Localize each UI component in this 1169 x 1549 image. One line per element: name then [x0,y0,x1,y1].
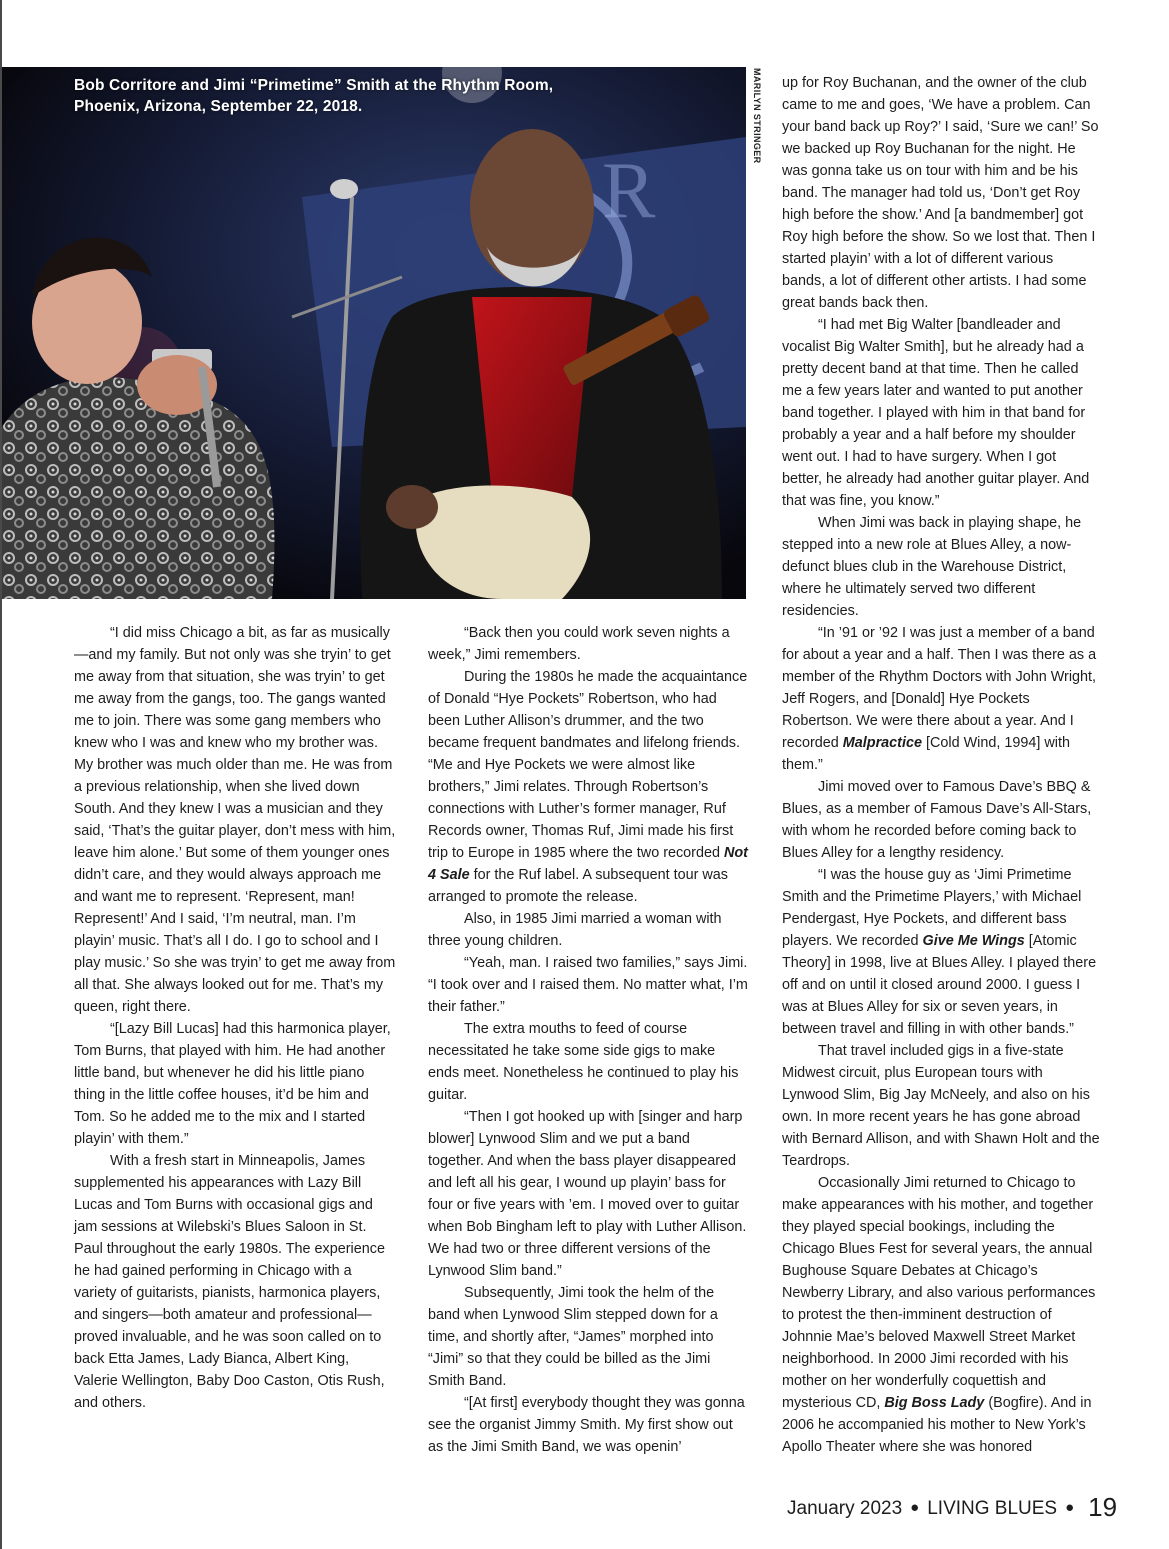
paragraph-continued: up for Roy Buchanan, and the owner of the club came to me and goes, ‘We have a problem. Can your band back up Roy?’ I said, ‘Sure we can!’ So we backed up Roy Buchanan for the night. He was gonna take us on tour with him and be his band. The manager had told us, ‘Don’t get Roy high before the show.’ And [a bandmember] got Roy high before the show. So we lost that. Then I started playin’ with a lot of different various bands, a lot of different other artists. I had some great bands back then. [782,75,1099,311]
article-column-3-top [782,72,1100,622]
text-span: for the Ruf label. A subsequent tour was arranged to promote the release. [428,867,729,905]
svg-text:R: R [602,147,656,235]
paragraph: Jimi moved over to Famous Dave’s BBQ & Blues, as a member of Famous Dave’s All-Stars, with whom he recorded before coming back to Blues Alley for a lengthy residency. [782,779,1092,861]
paragraph: “I had met Big Walter [bandleader and vocalist Big Walter Smith], but he already had a pretty decent band at that time. Then he called me a few years later and wanted to put another band together. I played with him in that band for probably a year and a half before my shoulder went out. I had to have surgery. When I got better, he already had another guitar player. And that was fine, you know.” [782,317,1090,509]
album-title-not-4-sale: Not 4 Sale [428,845,748,883]
text-span: During the 1980s he made the acquaintance of Donald “Hye Pockets” Robertson, who had been Luther Allison’s drummer, and the two became frequent bandmates and lifelong friends. “Me and Hye Pockets we were almost like brothers,” Jimi relates. Through Robertson’s connections with Luther’s former manager, Ruf Records owner, Thomas Ruf, Jimi made his first trip to Europe in 1985 where the two recorded [428,669,748,861]
paragraph: “Then I got hooked up with [singer and harp blower] Lynwood Slim and we put a band together. And when the bass player disappeared and left all his gear, I wound up playin’ bass for four or five years with ’em. I moved over to guitar when Bob Bingham left to play with Luther Allison. We had two or three different versions of the Lynwood Slim band.” [428,1109,747,1279]
text-span: “I was the house guy as ‘Jimi Primetime Smith and the Primetime Players,’ with Michael Pendergast, Hye Pockets, and different bass players. We recorded [782,867,1082,949]
album-title-give-me-wings: Give Me Wings [922,933,1025,949]
paragraph [782,1172,1100,1458]
text-span: Occasionally Jimi returned to Chicago to make appearances with his mother, and together they played special bookings, including the Chicago Blues Fest for several years, the annual Bughouse Square Debates at Chicago’s Newberry Library, and also various performances to protest the then-imminent destruction of Johnnie Mae’s beloved Maxwell Street Market neighborhood. In 2000 Jimi recorded with his mother on her wonderfully coquettish and mysterious CD, [782,1175,1096,1411]
article-column-1 [74,622,396,1414]
paragraph: When Jimi was back in playing shape, he stepped into a new role at Blues Alley, a now-defunct blues club in the Warehouse District, where he ultimately served two different residencies. [782,515,1082,619]
paragraph: Subsequently, Jimi took the helm of the band when Lynwood Slim stepped down for a time, and shortly after, “James” morphed into “Jimi” so that they could be billed as the Jimi Smith Band. [428,1285,718,1389]
paragraph [782,622,1100,776]
photo-credit: MARILYN STRINGER [752,68,762,164]
album-title-big-boss-lady: Big Boss Lady [884,1395,985,1411]
paragraph: “[Lazy Bill Lucas] had this harmonica player, Tom Burns, that played with him. He had another little band, but whenever he did his little piano thing in the little coffee houses, it’d be him and Tom. So he added me to the mix and I started playin’ with them.” [74,1021,391,1147]
paragraph: With a fresh start in Minneapolis, James supplemented his appearances with Lazy Bill Lucas and Tom Burns with occasional gigs and jam sessions at Wilebski’s Blues Saloon in St. Paul throughout the early 1980s. The experience he had gained performing in Chicago with a variety of guitarists, pianists, harmonica players, and singers—both amateur and professional—proved invaluable, and he was soon called on to back Etta James, Lady Bianca, Albert King, Valerie Wellington, Baby Doo Caston, Otis Rush, and others. [74,1153,385,1411]
text-span: [Cold Wind, 1994] with them.” [782,735,1070,773]
paragraph: “Yeah, man. I raised two families,” says Jimi. “I took over and I raised them. No matter what, I’m their father.” [428,955,748,1015]
bullet-separator: ● [1065,1499,1075,1516]
paragraph: That travel included gigs in a five-state Midwest circuit, plus European tours with Lynwood Slim, Big Jay McNeely, and also on his own. In more recent years he has gone abroad with Bernard Allison, and with Shawn Holt and the Teardrops. [782,1043,1100,1169]
album-title-malpractice: Malpractice [842,735,922,751]
photo-caption-line-2: Phoenix, Arizona, September 22, 2018. [74,98,363,115]
magazine-name: LIVING BLUES [927,1498,1058,1519]
text-span: [Atomic Theory] in 1998, live at Blues Alley. I played there off and on until it closed around 2000. I guess I was at Blues Alley for six or seven years, in between travel and filling in with other bands.” [782,933,1097,1037]
issue-date: January 2023 [787,1498,903,1519]
paragraph: “[At first] everybody thought they was gonna see the organist Jimmy Smith. My first show out as the Jimi Smith Band, we was openin’ [428,1395,745,1455]
page-footer [787,1490,1117,1526]
paragraph [782,864,1100,1040]
text-span: (Bogfire). And in 2006 he accompanied his mother to New York’s Apollo Theater where she was honored [782,1395,1092,1455]
article-column-2 [428,622,748,1458]
concert-photo [2,67,746,599]
text-span: “In ’91 or ’92 I was just a member of a band for about a year and a half. Then I was there as a member of the Rhythm Doctors with John Wright, Jeff Rogers, and [Donald] Hye Pockets Robertson. We were there about a year. And I recorded [782,625,1097,751]
paragraph: “Back then you could work seven nights a week,” Jimi remembers. [428,625,730,663]
concert-photo-illustration [2,67,746,599]
paragraph: “I did miss Chicago a bit, as far as musically—and my family. But not only was she tryin’ to get me away from that situation, she was tryin’ to get me away from the gangs, too. The gangs wanted me to join. There was some gang members who knew who I was and knew who my brother was. My brother was much older than me. He was from a previous relationship, when she lived down South. And they knew I was a musician and they said, ‘That’s the guitar player, don’t mess with him, leave him alone.’ But some of them younger ones didn’t care, and they would always approach me and want me to represent. ‘Represent, man! Represent!’ And I said, ‘I’m neutral, man. I’m playin’ music. That’s all I do. I go to school and I play music.’ So she was tryin’ to get me away from all that. She always looked out for me. That’s my queen, right there. [74,625,396,1015]
paragraph: Also, in 1985 Jimi married a woman with three young children. [428,911,722,949]
bullet-separator: ● [910,1499,920,1516]
page-number: 19 [1088,1492,1118,1522]
photo-caption-line-1: Bob Corritore and Jimi “Primetime” Smith at the Rhythm Room, [74,77,554,94]
paragraph [428,666,748,908]
article-column-3-bottom [782,622,1100,1458]
paragraph: The extra mouths to feed of course necessitated he take some side gigs to make ends meet. Nonetheless he continued to play his guitar. [428,1021,739,1103]
photo-caption [74,75,634,117]
